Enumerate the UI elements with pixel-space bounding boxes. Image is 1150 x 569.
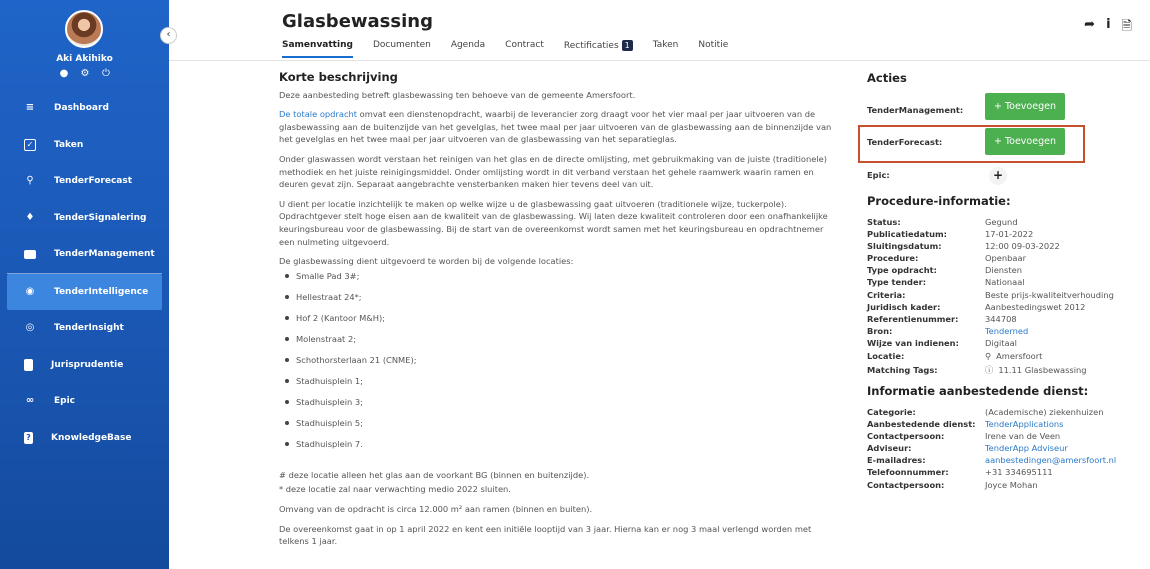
info-row <box>867 216 1137 228</box>
tendermanagement-row <box>867 105 963 115</box>
info-key: Categorie: <box>867 407 916 417</box>
paragraph: U dient per locatie inzichtelijk te maken op welke wijze u de glasbewassing gaat uitvoeren (traditionele wijze, tuckerpole). Opdrachtgever stelt hoge eisen aan de kwaliteit van de glasbewassing. Wij laten deze kwaliteit controleren door een onafhankelijke keuringsbureau voor de glasbewassing. Bij de start van de overeenkomst wordt samen met het keuringsbureau en opdrachtnemer een nulmeting uitgevoerd. <box>279 198 828 247</box>
tag-value: 11.11 Glasbewassing <box>998 365 1087 376</box>
info-key: Adviseur: <box>867 443 912 454</box>
tab-bar <box>282 40 748 58</box>
sidebar-item-label: Dashboard <box>54 103 109 114</box>
info-row <box>867 363 1137 377</box>
info-key: Type tender: <box>867 277 927 288</box>
book-icon <box>24 359 33 371</box>
info-key: Aanbestedende dienst: <box>867 419 976 430</box>
location-pin-icon: ⚲ <box>985 351 992 362</box>
user-profile-icon[interactable]: ● <box>59 68 69 79</box>
info-key: Wijze van indienen: <box>867 337 959 348</box>
info-row <box>867 418 1137 430</box>
info-value: +31 334695111 <box>985 467 1053 478</box>
footnote: * deze locatie zal naar verwachting medio 2022 sluiten. <box>279 484 511 495</box>
document-icon[interactable]: 🗎 <box>1121 19 1132 34</box>
email-link[interactable]: aanbestedingen@amersfoort.nl <box>985 455 1117 466</box>
sidebar-item-epic[interactable] <box>0 383 169 420</box>
page-title: Glasbewassing <box>282 11 433 32</box>
search-icon: ⚲ <box>26 175 34 187</box>
info-value: 17-01-2022 <box>985 229 1034 240</box>
eye-icon: ◎ <box>25 322 35 334</box>
sidebar-item-label: TenderInsight <box>54 323 124 334</box>
sidebar-item-tenderforecast[interactable] <box>0 163 169 200</box>
folder-icon <box>24 250 36 259</box>
info-icon[interactable]: i <box>1106 17 1111 32</box>
info-row <box>867 442 1137 454</box>
side-panel <box>867 71 1137 490</box>
sidebar-item-label: TenderIntelligence <box>54 286 149 297</box>
info-key: Criteria: <box>867 289 906 300</box>
info-row <box>867 430 1137 442</box>
info-key: Telefoonnummer: <box>867 467 949 478</box>
tab-label: Notitie <box>698 40 729 50</box>
authority-heading: Informatie aanbestedende dienst: <box>867 384 1089 398</box>
info-row <box>867 276 1137 288</box>
lightbulb-icon: ◉ <box>25 285 35 297</box>
info-value: 12:00 09-03-2022 <box>985 241 1060 252</box>
power-icon[interactable]: ⏻ <box>102 68 110 79</box>
user-actions <box>58 69 112 79</box>
sidebar-item-tenderinsight[interactable] <box>0 310 169 347</box>
info-icon[interactable]: ⓘ <box>985 365 994 376</box>
info-value: Gegund <box>985 217 1018 227</box>
sidebar-item-tenderintelligence[interactable] <box>7 274 162 311</box>
info-value: (Academische) ziekenhuizen <box>985 407 1104 417</box>
bell-icon: ♦ <box>25 211 35 223</box>
info-row <box>867 337 1137 349</box>
info-key: Contactpersoon: <box>867 431 945 442</box>
checkbox-icon: ✓ <box>24 139 36 151</box>
tab-label: Taken <box>652 40 679 50</box>
info-value: Nationaal <box>985 277 1025 288</box>
tenderforecast-row <box>867 137 942 147</box>
paragraph-text: omvat een dienstenopdracht, waarbij de leverancier zorg draagt voor het vier maal per jaar uitvoeren van de glasbewassing aan de buitenzijde van het gevelglas, het twee maal per jaar uitvoeren van de glasbewassing aan de binnenzijde van het gevelglas en het twee maal per jaar uitvoeren van de glasbewassing van het separatieglas. <box>279 109 832 145</box>
tab-label: Documenten <box>372 40 431 50</box>
info-row <box>867 479 1137 491</box>
description-section <box>279 71 839 555</box>
procedure-heading: Procedure-informatie: <box>867 194 1011 208</box>
sidebar-item-label: TenderManagement <box>54 249 155 260</box>
tab-contract[interactable] <box>505 40 544 58</box>
info-row <box>867 264 1137 276</box>
collapse-sidebar-button[interactable]: ‹ <box>160 27 177 44</box>
dashboard-icon: ≡ <box>25 102 35 114</box>
sidebar-item-label: KnowledgeBase <box>51 432 132 443</box>
info-row <box>867 240 1137 252</box>
info-row <box>867 466 1137 478</box>
info-key: Status: <box>867 217 901 227</box>
gear-icon[interactable]: ⚙ <box>80 68 90 79</box>
location-value: Amersfoort <box>996 351 1043 362</box>
info-key: Matching Tags: <box>867 365 938 376</box>
header-divider <box>169 60 1150 61</box>
info-key: Contactpersoon: <box>867 479 945 490</box>
tab-label: Rectificaties <box>563 41 619 51</box>
locations-list <box>285 270 839 459</box>
info-value: Digitaal <box>985 337 1017 348</box>
advisor-link[interactable]: TenderApp Adviseur <box>985 443 1068 454</box>
info-row <box>867 349 1137 363</box>
sidebar-item-jurisprudentie[interactable] <box>0 347 169 384</box>
info-key: Type opdracht: <box>867 265 937 276</box>
list-item: Stadhuisplein 7. <box>285 438 839 459</box>
tab-documenten[interactable] <box>373 40 431 58</box>
info-value: Irene van de Veen <box>985 431 1061 442</box>
action-label: Epic: <box>867 170 890 180</box>
avatar[interactable] <box>65 10 103 48</box>
info-key: Procedure: <box>867 253 919 264</box>
epic-row <box>867 170 890 180</box>
info-value: 344708 <box>985 313 1017 324</box>
paragraph: Onder glaswassen wordt verstaan het reinigen van het glas en de directe omlijsting, met gebruikmaking van de juiste (traditionele) methodiek en het juiste reinigingsmiddel. Onder omlijsting wordt in dit verband verstaan het gehele raamwerk waarin ramen en deuren gevat zijn. Separaat aangebrachte vensterbanken maken hier tevens deel van uit. <box>279 153 827 190</box>
info-key: Juridisch kader: <box>867 301 941 312</box>
share-icon[interactable]: ➦ <box>1084 17 1096 32</box>
paragraph: Omvang van de opdracht is circa 12.000 m² aan ramen (binnen en buiten). <box>279 503 593 514</box>
inline-link[interactable]: De totale opdracht <box>279 109 358 120</box>
info-row <box>867 325 1137 337</box>
list-item: Smalle Pad 3#; <box>285 270 839 291</box>
info-value: Joyce Mohan <box>985 479 1038 490</box>
locations-intro: De glasbewassing dient uitgevoerd te worden bij de volgende locaties: <box>279 256 574 267</box>
sidebar-item-taken[interactable] <box>0 127 169 164</box>
tab-notitie[interactable] <box>698 40 728 58</box>
add-epic-button[interactable]: + <box>989 167 1007 185</box>
section-heading: Korte beschrijving <box>279 70 398 84</box>
sidebar-item-tendersignalering[interactable] <box>0 200 169 237</box>
paragraph: De overeenkomst gaat in op 1 april 2022 en kent een initiële looptijd van 3 jaar. Hierna kan er nog 3 maal verlengd worden met telkens 1 jaar. <box>279 523 812 547</box>
source-link[interactable]: Tenderned <box>985 325 1029 336</box>
paragraph <box>279 108 839 146</box>
top-actions <box>1084 17 1132 39</box>
sidebar-item-label: Jurisprudentie <box>51 359 124 370</box>
sidebar-item-dashboard[interactable] <box>0 90 169 127</box>
action-label: TenderForecast: <box>867 137 943 147</box>
sidebar-item-knowledgebase[interactable] <box>0 420 169 457</box>
info-row <box>867 406 1137 418</box>
list-item: Hof 2 (Kantoor M&H); <box>285 312 839 333</box>
tab-label: Agenda <box>450 40 486 50</box>
add-tendermanagement-button[interactable]: + Toevoegen <box>985 93 1065 120</box>
tab-rectificaties[interactable] <box>564 40 633 58</box>
actions-heading: Acties <box>867 71 907 85</box>
footnote: # deze locatie alleen het glas aan de voorkant BG (binnen en buitenzijde). <box>279 469 590 480</box>
sidebar-nav <box>0 90 169 456</box>
intro-text: Deze aanbesteding betreft glasbewassing ten behoeve van de gemeente Amersfoort. <box>279 89 636 100</box>
count-badge: 1 <box>622 40 633 51</box>
info-row <box>867 313 1137 325</box>
info-value <box>985 363 1087 377</box>
info-value: Openbaar <box>985 253 1027 264</box>
info-value: Beste prijs-kwaliteitverhouding <box>985 289 1114 300</box>
add-tenderforecast-button[interactable]: + Toevoegen <box>985 128 1065 155</box>
info-key: E-mailadres: <box>867 455 926 466</box>
info-value: Diensten <box>985 265 1022 276</box>
tab-agenda[interactable] <box>451 40 485 58</box>
list-item: Stadhuisplein 1; <box>285 375 839 396</box>
sidebar-item-label: Epic <box>54 396 76 407</box>
info-value: Aanbestedingswet 2012 <box>985 301 1086 312</box>
info-key: Bron: <box>867 325 893 336</box>
sidebar-item-tendermanagement[interactable] <box>0 236 169 273</box>
info-key: Publicatiedatum: <box>867 229 947 240</box>
tab-taken[interactable] <box>653 40 679 58</box>
authority-link[interactable]: TenderApplications <box>985 419 1064 430</box>
info-key: Sluitingsdatum: <box>867 241 942 252</box>
list-item: Hellestraat 24*; <box>285 291 839 312</box>
info-value <box>985 349 1042 363</box>
info-key: Locatie: <box>867 351 905 362</box>
sidebar-item-label: Taken <box>54 139 84 150</box>
sidebar-item-label: TenderSignalering <box>54 212 147 223</box>
help-book-icon: ? <box>24 432 33 444</box>
tab-label: Contract <box>505 40 544 50</box>
infinity-icon: ∞ <box>25 395 35 407</box>
info-row <box>867 454 1137 466</box>
sidebar-item-label: TenderForecast <box>54 176 133 187</box>
authority-info <box>867 406 1137 491</box>
info-row <box>867 289 1137 301</box>
list-item: Stadhuisplein 3; <box>285 396 839 417</box>
list-item: Molenstraat 2; <box>285 333 839 354</box>
tab-label: Samenvatting <box>282 40 353 50</box>
sidebar <box>0 0 169 569</box>
info-row <box>867 301 1137 313</box>
info-row <box>867 252 1137 264</box>
info-key: Referentienummer: <box>867 313 959 324</box>
tab-samenvatting[interactable] <box>282 40 353 58</box>
info-row <box>867 228 1137 240</box>
list-item: Stadhuisplein 5; <box>285 417 839 438</box>
user-name: Aki Akihiko <box>56 54 113 64</box>
procedure-info <box>867 216 1137 377</box>
action-label: TenderManagement: <box>867 105 964 115</box>
list-item: Schothorsterlaan 21 (CNME); <box>285 354 839 375</box>
